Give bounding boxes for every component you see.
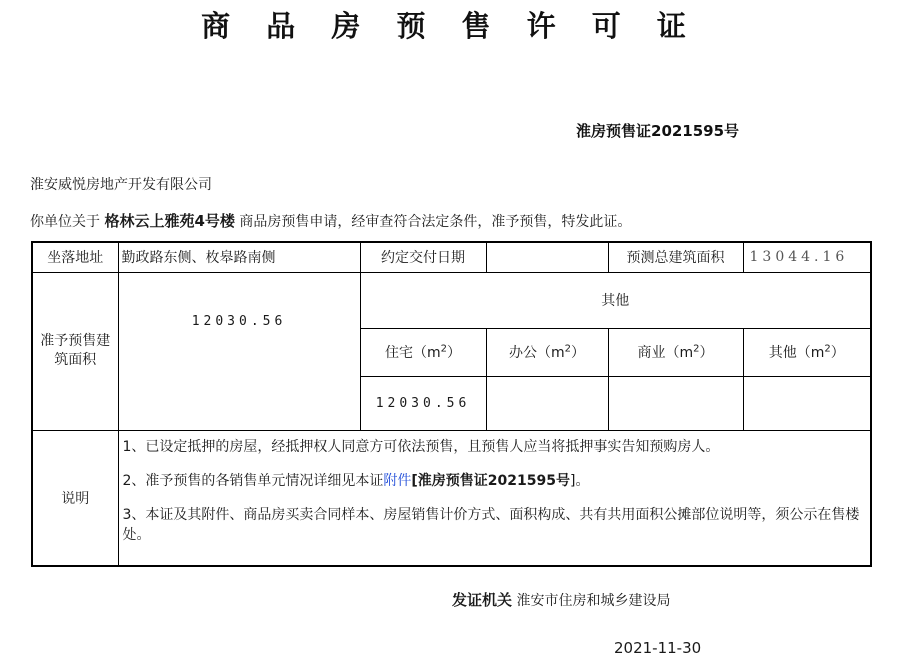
issuing-authority: [452, 589, 670, 610]
others-label: 其他（m: [768, 345, 825, 361]
presale-area-label: [32, 272, 118, 430]
company-name: 淮安威悦房地产开发有限公司: [30, 177, 212, 193]
unit-sup: 2: [824, 343, 831, 355]
commercial-label: 商业（m: [637, 345, 694, 361]
unit-close: ）: [447, 345, 461, 361]
intro-suffix: 商品房预售申请，经审查符合法定条件，准予预售，特发此证。: [234, 214, 632, 230]
office-header: [486, 328, 608, 376]
intro-sentence: [30, 210, 631, 231]
others-header: [743, 328, 871, 376]
unit-sup: 2: [564, 343, 571, 355]
page-title: 商 品 房 预 售 许 可 证: [201, 9, 699, 43]
certificate-number: 淮房预售证2021595号: [576, 122, 740, 140]
notes-label: 说明: [32, 430, 118, 566]
unit-close: ）: [571, 345, 585, 361]
office-label: 办公（m: [508, 345, 565, 361]
total-area-label: 预测总建筑面积: [608, 242, 743, 272]
note-2: [123, 471, 865, 491]
delivery-date-label: 约定交付日期: [360, 242, 486, 272]
total-area-value: 13044.16: [743, 242, 871, 272]
intro-prefix: 你单位关于: [30, 214, 105, 230]
office-value: [486, 376, 608, 430]
others-value: [743, 376, 871, 430]
location-value: 勤政路东侧、枚皋路南侧: [118, 242, 360, 272]
issuer-label: 发证机关: [452, 591, 513, 609]
note-1: 1、已设定抵押的房屋，经抵押权人同意方可依法预售，且预售人应当将抵押事实告知预购房人。: [122, 438, 720, 455]
presale-area-value: 12030.56: [118, 272, 360, 430]
commercial-value: [608, 376, 743, 430]
residential-header: [360, 328, 486, 376]
note-3: 3、本证及其附件、商品房买卖合同样本、房屋销售计价方式、面积构成、共有共用面积公摊部位说明等，须公示在售楼处。: [122, 506, 860, 543]
delivery-date-value: [486, 242, 608, 272]
unit-close: ）: [699, 345, 714, 361]
note-2-prefix: 2、准予预售的各销售单元情况详细见本证: [122, 472, 384, 489]
location-label: 坐落地址: [32, 242, 118, 272]
attachment-link[interactable]: 附件: [383, 472, 412, 489]
commercial-header: [608, 328, 743, 376]
issue-date: 2021-11-30: [614, 639, 702, 657]
presale-area-label-text: 准予预售建筑面积: [40, 333, 111, 368]
notes-content: [118, 430, 871, 566]
unit-close: ）: [830, 345, 845, 361]
unit-sup: 2: [440, 343, 447, 355]
note-2-suffix: ]。: [570, 472, 590, 489]
project-name: 格林云上雅苑4号楼: [104, 212, 235, 230]
permit-table: [31, 241, 872, 567]
unit-sup: 2: [693, 343, 700, 355]
note-2-cert-ref: [淮房预售证2021595号: [411, 472, 570, 489]
residential-label: 住宅（m: [384, 345, 441, 361]
other-header: 其他: [360, 272, 871, 328]
residential-value: 12030.56: [360, 376, 486, 430]
issuer-value: 淮安市住房和城乡建设局: [512, 593, 671, 609]
